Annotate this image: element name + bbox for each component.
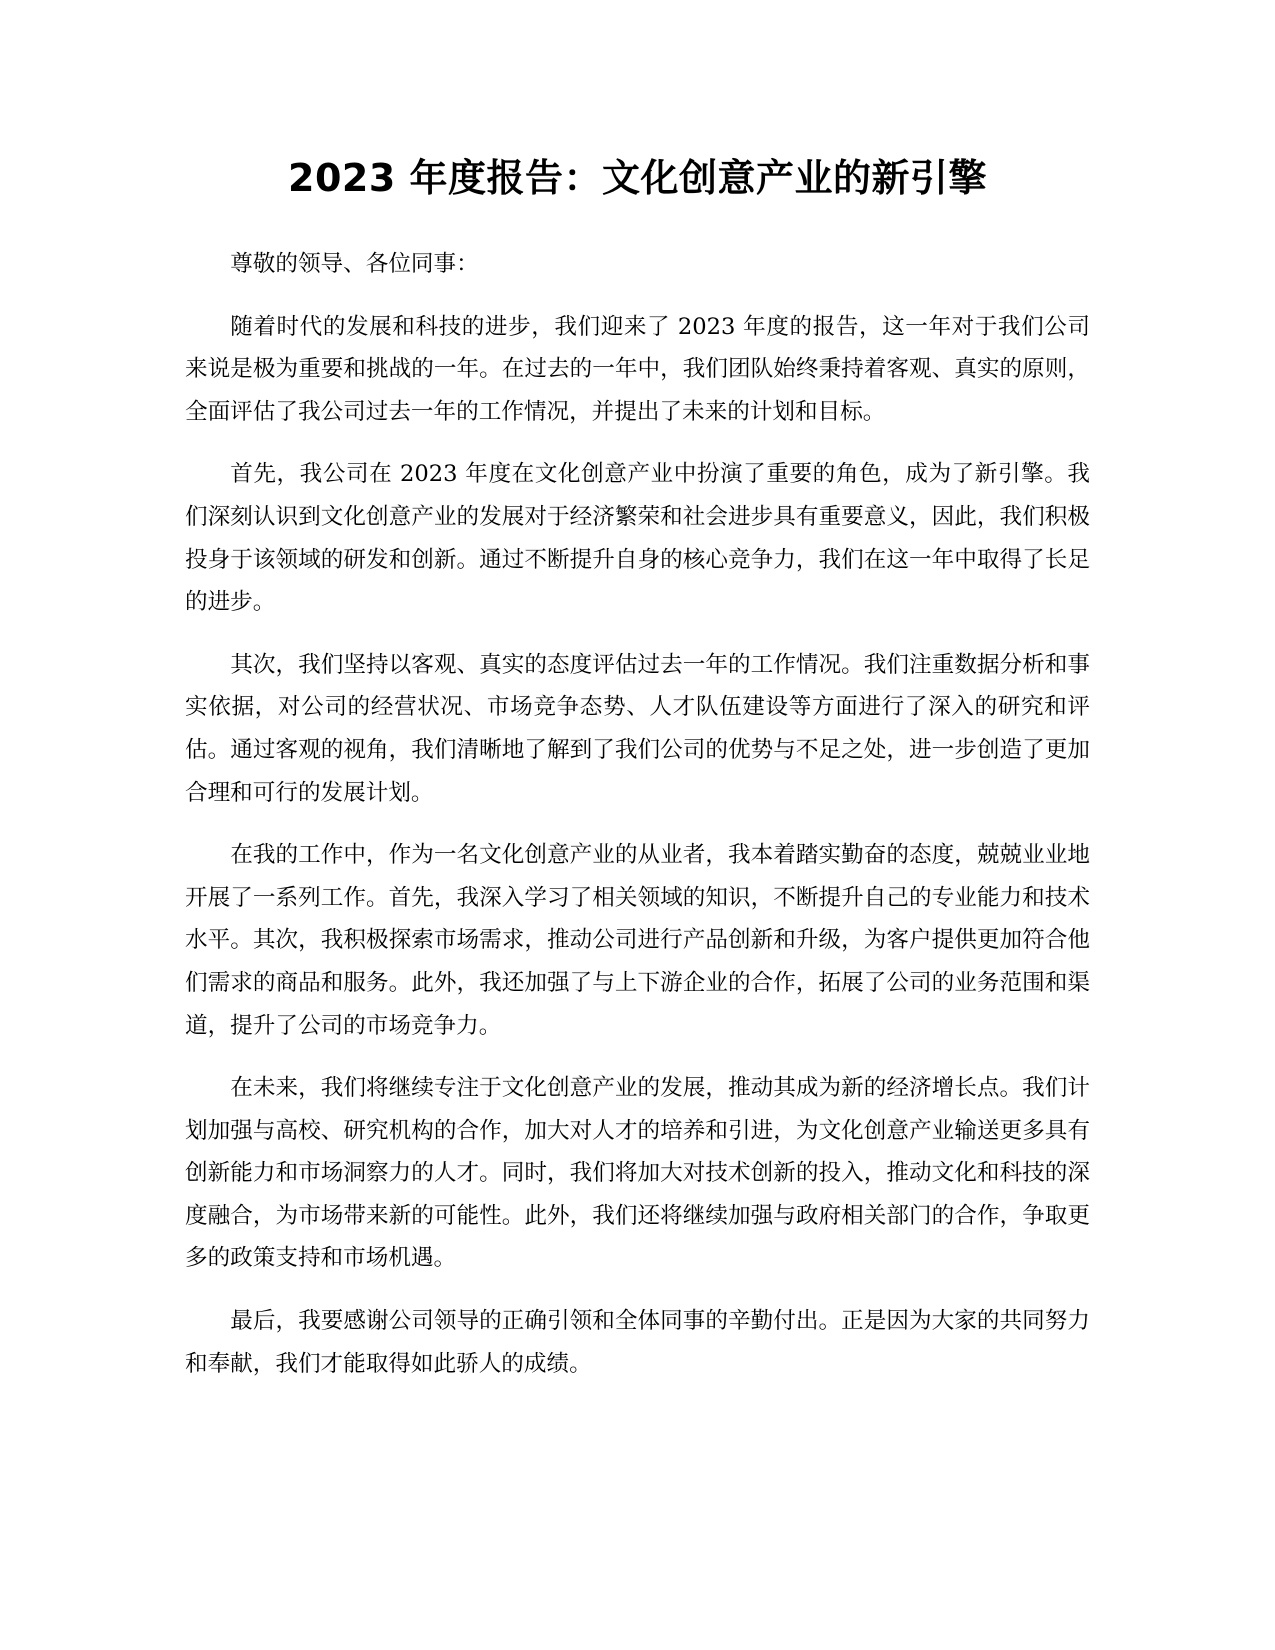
paragraph-salutation: 尊敬的领导、各位同事： [230,251,479,277]
paragraph-future-plans: 在未来，我们将继续专注于文化创意产业的发展，推动其成为新的经济增长点。我们计划加强与高校、研究机构的合作，加大对人才的培养和引进，为文化创意产业输送更多具有创新能力和市场洞察力的人才。同时，我们将加大对技术创新的投入，推动文化和科技的深度融合，为市场带来新的可能性。此外，我们还将继续加强与政府相关部门的合作，争取更多的政策支持和市场机遇。 [185,1075,1090,1272]
paragraph-closing: 最后，我要感谢公司领导的正确引领和全体同事的辛勤付出。正是因为大家的共同努力和奉献，我们才能取得如此骄人的成绩。 [185,1308,1090,1377]
document-body [185,243,1090,1405]
paragraph-introduction: 随着时代的发展和科技的进步，我们迎来了 2023 年度的报告，这一年对于我们公司来说是极为重要和挑战的一年。在过去的一年中，我们团队始终秉持着客观、真实的原则，全面评估了我公司过去一年的工作情况，并提出了未来的计划和目标。 [185,313,1090,425]
paragraph-first-point: 首先，我公司在 2023 年度在文化创意产业中扮演了重要的角色，成为了新引擎。我们深刻认识到文化创意产业的发展对于经济繁荣和社会进步具有重要意义，因此，我们积极投身于该领域的研发和创新。通过不断提升自身的核心竞争力，我们在这一年中取得了长足的进步。 [185,461,1090,616]
paragraph-personal-work: 在我的工作中，作为一名文化创意产业的从业者，我本着踏实勤奋的态度，兢兢业业地开展了一系列工作。首先，我深入学习了相关领域的知识，不断提升自己的专业能力和技术水平。其次，我积极探索市场需求，推动公司进行产品创新和升级，为客户提供更加符合他们需求的商品和服务。此外，我还加强了与上下游企业的合作，拓展了公司的业务范围和渠道，提升了公司的市场竞争力。 [185,842,1090,1039]
document-title: 2023 年度报告：文化创意产业的新引擎 [288,156,987,200]
paragraph-second-point: 其次，我们坚持以客观、真实的态度评估过去一年的工作情况。我们注重数据分析和事实依据，对公司的经营状况、市场竞争态势、人才队伍建设等方面进行了深入的研究和评估。通过客观的视角，我们清晰地了解到了我们公司的优势与不足之处，进一步创造了更加合理和可行的发展计划。 [185,651,1090,806]
